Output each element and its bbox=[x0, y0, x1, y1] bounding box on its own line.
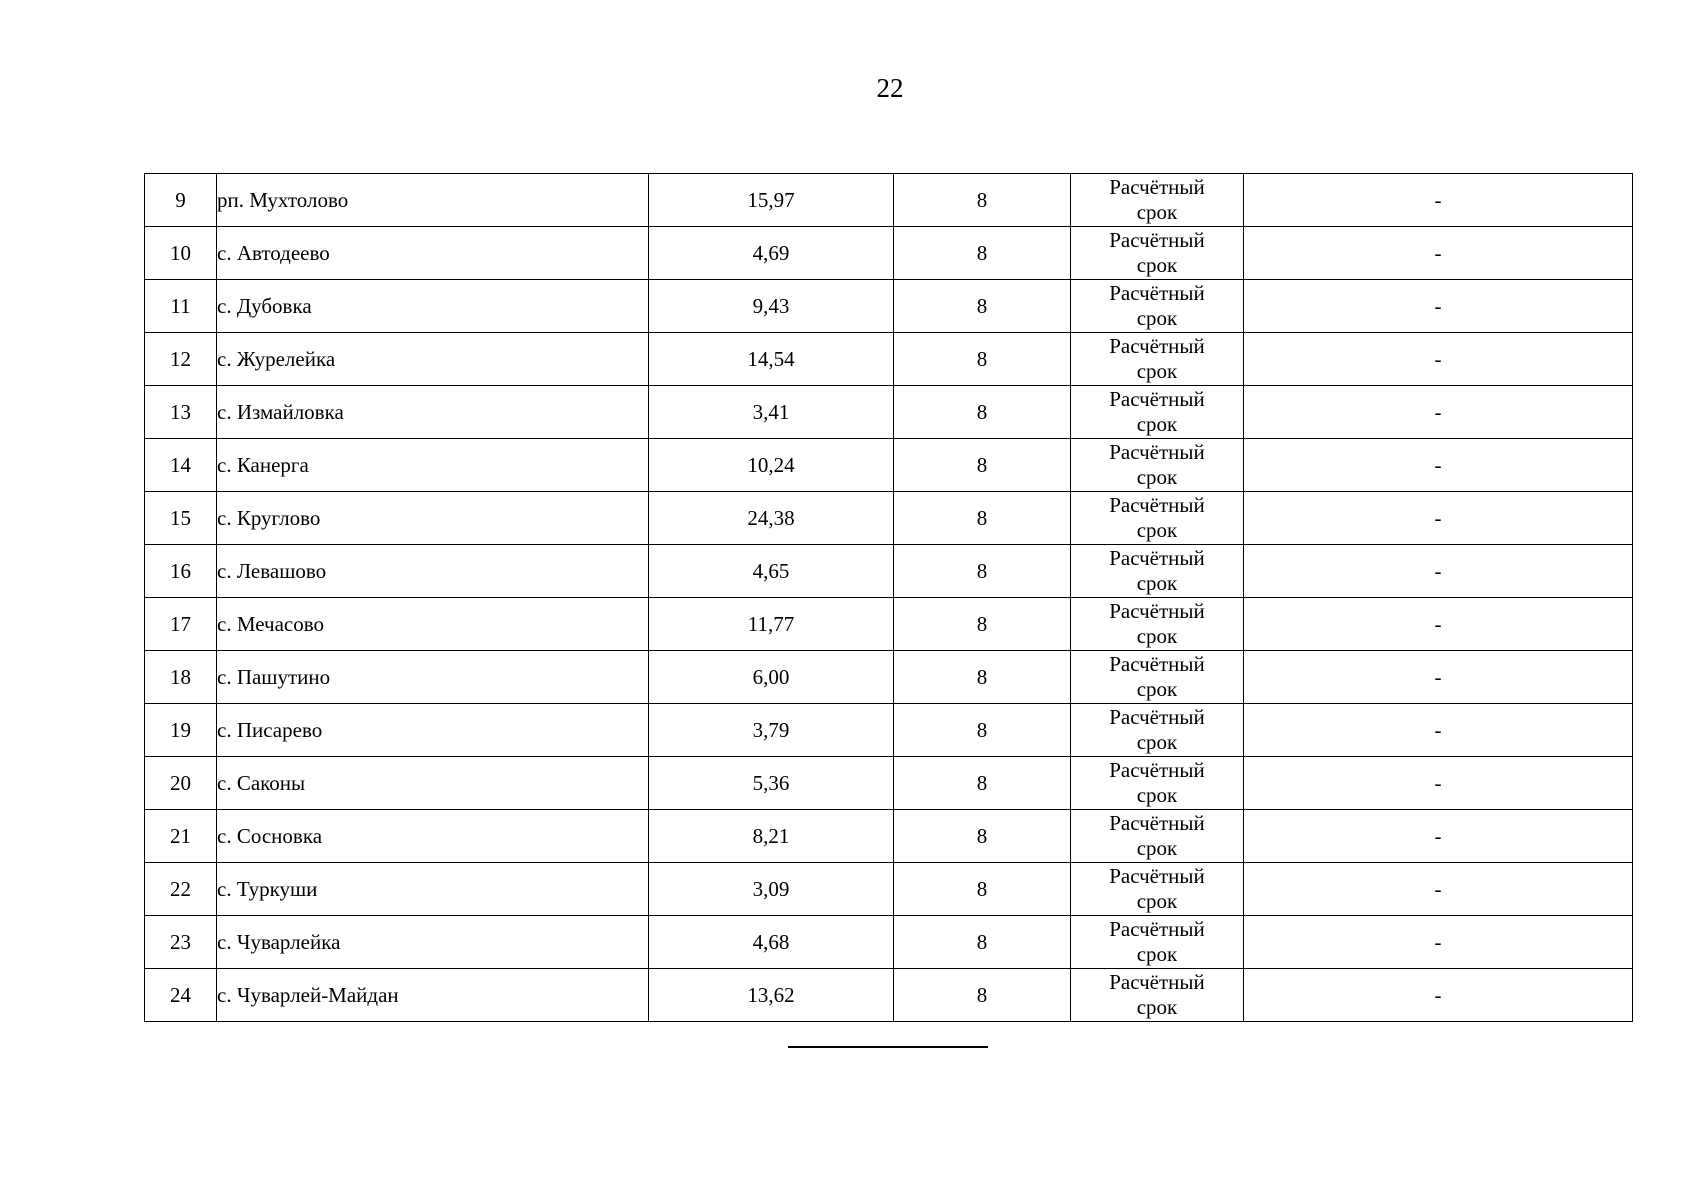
dash-cell: - bbox=[1244, 704, 1633, 757]
term-line-2: срок bbox=[1136, 465, 1178, 489]
term-cell bbox=[1071, 969, 1244, 1022]
settlement-name: с. Левашово bbox=[217, 545, 649, 598]
row-number: 9 bbox=[145, 174, 217, 227]
page-number: 22 bbox=[876, 73, 904, 103]
row-number: 24 bbox=[145, 969, 217, 1022]
count-value: 8 bbox=[894, 598, 1071, 651]
settlement-name: рп. Мухтолово bbox=[217, 174, 649, 227]
dash-cell: - bbox=[1244, 227, 1633, 280]
row-number: 22 bbox=[145, 863, 217, 916]
term-line-1: Расчётный bbox=[1109, 811, 1205, 835]
settlement-name: с. Журелейка bbox=[217, 333, 649, 386]
row-number: 19 bbox=[145, 704, 217, 757]
table-row bbox=[145, 757, 1633, 810]
table-row bbox=[145, 598, 1633, 651]
settlements-table bbox=[144, 173, 1633, 1022]
term-cell bbox=[1071, 598, 1244, 651]
term-cell bbox=[1071, 757, 1244, 810]
term-line-1: Расчётный bbox=[1109, 917, 1205, 941]
term-line-1: Расчётный bbox=[1109, 599, 1205, 623]
term-line-1: Расчётный bbox=[1109, 281, 1205, 305]
settlement-name: с. Мечасово bbox=[217, 598, 649, 651]
table-row bbox=[145, 916, 1633, 969]
term-line-2: срок bbox=[1136, 730, 1178, 754]
area-value: 5,36 bbox=[649, 757, 894, 810]
term-line-2: срок bbox=[1136, 836, 1178, 860]
term-line-2: срок bbox=[1136, 677, 1178, 701]
term-line-2: срок bbox=[1136, 995, 1178, 1019]
table-row bbox=[145, 439, 1633, 492]
area-value: 8,21 bbox=[649, 810, 894, 863]
dash-cell: - bbox=[1244, 386, 1633, 439]
count-value: 8 bbox=[894, 227, 1071, 280]
count-value: 8 bbox=[894, 492, 1071, 545]
term-cell bbox=[1071, 916, 1244, 969]
term-cell bbox=[1071, 174, 1244, 227]
area-value: 10,24 bbox=[649, 439, 894, 492]
term-line-2: срок bbox=[1136, 412, 1178, 436]
term-line-1: Расчётный bbox=[1109, 175, 1205, 199]
count-value: 8 bbox=[894, 280, 1071, 333]
term-line-1: Расчётный bbox=[1109, 970, 1205, 994]
term-cell bbox=[1071, 227, 1244, 280]
term-cell bbox=[1071, 333, 1244, 386]
count-value: 8 bbox=[894, 757, 1071, 810]
term-cell bbox=[1071, 386, 1244, 439]
row-number: 16 bbox=[145, 545, 217, 598]
row-number: 15 bbox=[145, 492, 217, 545]
count-value: 8 bbox=[894, 333, 1071, 386]
dash-cell: - bbox=[1244, 598, 1633, 651]
dash-cell: - bbox=[1244, 810, 1633, 863]
term-line-2: срок bbox=[1136, 942, 1178, 966]
settlement-name: с. Чуварлейка bbox=[217, 916, 649, 969]
table-row bbox=[145, 969, 1633, 1022]
term-line-2: срок bbox=[1136, 306, 1178, 330]
table-row bbox=[145, 545, 1633, 598]
table-row bbox=[145, 492, 1633, 545]
settlement-name: с. Писарево bbox=[217, 704, 649, 757]
area-value: 15,97 bbox=[649, 174, 894, 227]
row-number: 12 bbox=[145, 333, 217, 386]
count-value: 8 bbox=[894, 810, 1071, 863]
row-number: 23 bbox=[145, 916, 217, 969]
area-value: 14,54 bbox=[649, 333, 894, 386]
count-value: 8 bbox=[894, 969, 1071, 1022]
count-value: 8 bbox=[894, 545, 1071, 598]
term-line-1: Расчётный bbox=[1109, 493, 1205, 517]
term-line-2: срок bbox=[1136, 200, 1178, 224]
settlement-name: с. Чуварлей-Майдан bbox=[217, 969, 649, 1022]
term-cell bbox=[1071, 704, 1244, 757]
row-number: 13 bbox=[145, 386, 217, 439]
dash-cell: - bbox=[1244, 545, 1633, 598]
table-row bbox=[145, 333, 1633, 386]
footer-rule bbox=[788, 1046, 988, 1048]
table-row bbox=[145, 174, 1633, 227]
term-cell bbox=[1071, 492, 1244, 545]
settlement-name: с. Канерга bbox=[217, 439, 649, 492]
area-value: 13,62 bbox=[649, 969, 894, 1022]
area-value: 4,69 bbox=[649, 227, 894, 280]
table-row bbox=[145, 386, 1633, 439]
settlement-name: с. Пашутино bbox=[217, 651, 649, 704]
term-line-2: срок bbox=[1136, 624, 1178, 648]
term-line-1: Расчётный bbox=[1109, 334, 1205, 358]
area-value: 4,65 bbox=[649, 545, 894, 598]
dash-cell: - bbox=[1244, 757, 1633, 810]
area-value: 6,00 bbox=[649, 651, 894, 704]
term-cell bbox=[1071, 545, 1244, 598]
dash-cell: - bbox=[1244, 333, 1633, 386]
term-cell bbox=[1071, 439, 1244, 492]
count-value: 8 bbox=[894, 439, 1071, 492]
settlement-name: с. Сосновка bbox=[217, 810, 649, 863]
term-line-1: Расчётный bbox=[1109, 652, 1205, 676]
term-cell bbox=[1071, 280, 1244, 333]
term-line-2: срок bbox=[1136, 571, 1178, 595]
table-row bbox=[145, 704, 1633, 757]
row-number: 21 bbox=[145, 810, 217, 863]
settlement-name: с. Дубовка bbox=[217, 280, 649, 333]
term-line-2: срок bbox=[1136, 889, 1178, 913]
table-body bbox=[145, 174, 1633, 1022]
count-value: 8 bbox=[894, 386, 1071, 439]
count-value: 8 bbox=[894, 651, 1071, 704]
area-value: 24,38 bbox=[649, 492, 894, 545]
count-value: 8 bbox=[894, 863, 1071, 916]
term-line-2: срок bbox=[1136, 359, 1178, 383]
settlement-name: с. Круглово bbox=[217, 492, 649, 545]
area-value: 4,68 bbox=[649, 916, 894, 969]
settlement-name: с. Саконы bbox=[217, 757, 649, 810]
settlement-name: с. Автодеево bbox=[217, 227, 649, 280]
term-line-1: Расчётный bbox=[1109, 546, 1205, 570]
dash-cell: - bbox=[1244, 969, 1633, 1022]
term-line-1: Расчётный bbox=[1109, 387, 1205, 411]
count-value: 8 bbox=[894, 916, 1071, 969]
term-cell bbox=[1071, 651, 1244, 704]
row-number: 10 bbox=[145, 227, 217, 280]
dash-cell: - bbox=[1244, 174, 1633, 227]
table-row bbox=[145, 227, 1633, 280]
table-row bbox=[145, 651, 1633, 704]
area-value: 3,09 bbox=[649, 863, 894, 916]
term-line-1: Расчётный bbox=[1109, 228, 1205, 252]
settlement-name: с. Измайловка bbox=[217, 386, 649, 439]
term-cell bbox=[1071, 810, 1244, 863]
dash-cell: - bbox=[1244, 916, 1633, 969]
row-number: 11 bbox=[145, 280, 217, 333]
dash-cell: - bbox=[1244, 280, 1633, 333]
term-line-2: срок bbox=[1136, 518, 1178, 542]
row-number: 20 bbox=[145, 757, 217, 810]
term-line-2: срок bbox=[1136, 783, 1178, 807]
area-value: 9,43 bbox=[649, 280, 894, 333]
table-row bbox=[145, 810, 1633, 863]
term-line-1: Расчётный bbox=[1109, 440, 1205, 464]
area-value: 11,77 bbox=[649, 598, 894, 651]
row-number: 17 bbox=[145, 598, 217, 651]
dash-cell: - bbox=[1244, 651, 1633, 704]
term-line-1: Расчётный bbox=[1109, 758, 1205, 782]
table-row bbox=[145, 863, 1633, 916]
term-line-1: Расчётный bbox=[1109, 705, 1205, 729]
dash-cell: - bbox=[1244, 863, 1633, 916]
area-value: 3,41 bbox=[649, 386, 894, 439]
term-line-1: Расчётный bbox=[1109, 864, 1205, 888]
count-value: 8 bbox=[894, 704, 1071, 757]
table-row bbox=[145, 280, 1633, 333]
row-number: 14 bbox=[145, 439, 217, 492]
area-value: 3,79 bbox=[649, 704, 894, 757]
term-cell bbox=[1071, 863, 1244, 916]
dash-cell: - bbox=[1244, 492, 1633, 545]
row-number: 18 bbox=[145, 651, 217, 704]
settlement-name: с. Туркуши bbox=[217, 863, 649, 916]
dash-cell: - bbox=[1244, 439, 1633, 492]
count-value: 8 bbox=[894, 174, 1071, 227]
term-line-2: срок bbox=[1136, 253, 1178, 277]
